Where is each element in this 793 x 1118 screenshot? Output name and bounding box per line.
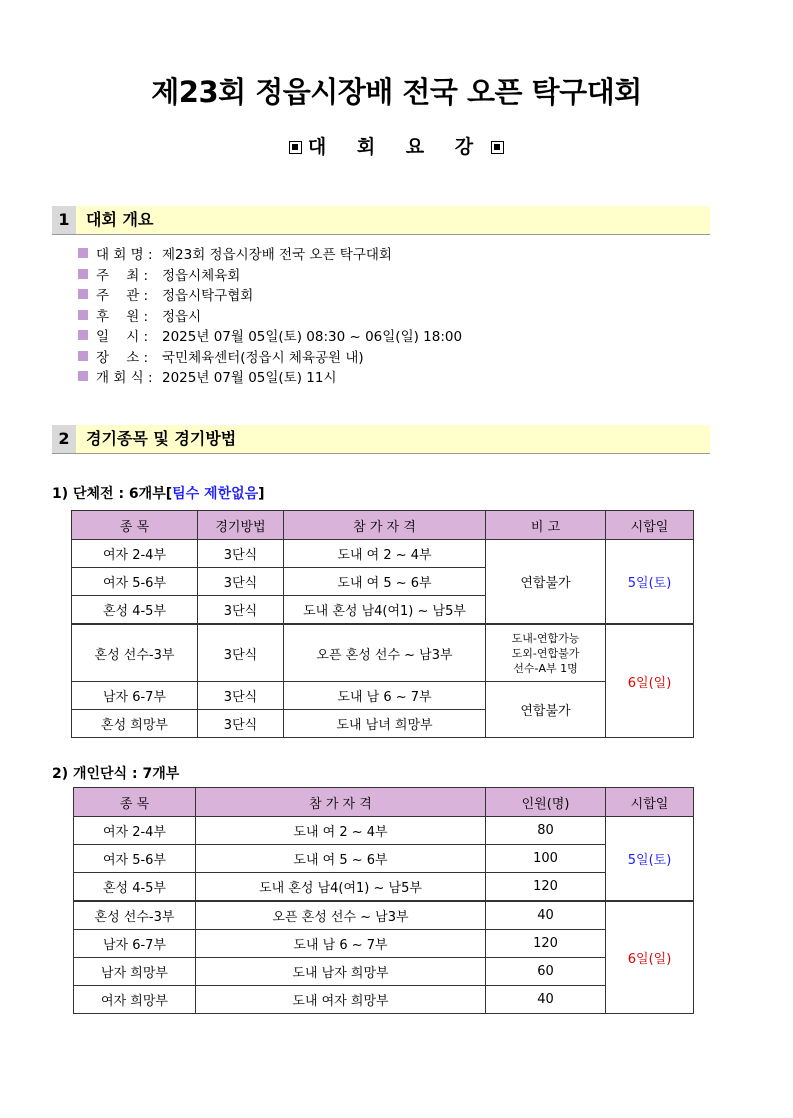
indiv-heading: 2) 개인단식 : 7개부 [52, 766, 180, 782]
page-title: 제23회 정읍시장배 전국 오픈 탁구대회 [151, 75, 642, 109]
table-row: 남자 6-7부 3단식 도내 남 6 ~ 7부 연합불가 [72, 682, 694, 710]
section-1-header [52, 206, 710, 235]
section-number: 2 [52, 425, 76, 453]
section-title: 대회 개요 [86, 210, 154, 229]
bullet-icon [78, 351, 88, 361]
overview-item: 주 관 : 정읍시탁구협회 [78, 284, 462, 305]
team-heading: 1) 단체전 : 6개부[팀수 제한없음] [52, 486, 265, 502]
table-row: 여자 2-4부 도내 여 2 ~ 4부 80 5일(토) [74, 817, 694, 845]
overview-item: 대 회 명 : 제23회 정읍시장배 전국 오픈 탁구대회 [78, 243, 462, 264]
team-table [71, 510, 694, 738]
overview-item: 개 회 식 : 2025년 07월 05일(토) 11시 [78, 366, 462, 387]
overview-item: 후 원 : 정읍시 [78, 305, 462, 326]
bullet-icon [78, 248, 88, 258]
overview-item: 장 소 : 국민체육센터(정읍시 체육공원 내) [78, 346, 462, 367]
table-row: 혼성 선수-3부 3단식 오픈 혼성 선수 ~ 남3부 도내-연합가능 도외-연합불가 선수-A부 1명 6일(일) [72, 624, 694, 682]
subtitle-text: 대 회 요 강 [307, 136, 486, 158]
overview-item: 일 시 : 2025년 07월 05일(토) 08:30 ~ 06일(일) 18:00 [78, 325, 462, 346]
bullet-icon [78, 330, 88, 340]
square-bullet-icon [289, 141, 302, 154]
table-row: 혼성 4-5부 도내 혼성 남4(여1) ~ 남5부 120 [74, 873, 694, 902]
table-row: 혼성 희망부 3단식 도내 남녀 희망부 [72, 710, 694, 738]
overview-item: 주 최 : 정읍시체육회 [78, 264, 462, 285]
table-row: 여자 5-6부 3단식 도내 여 5 ~ 6부 [72, 568, 694, 596]
bullet-icon [78, 269, 88, 279]
table-row: 남자 희망부 도내 남자 희망부 60 [74, 958, 694, 986]
table-header-row: 종 목 참 가 자 격 인원(명) 시합일 [74, 788, 694, 817]
section-2-header [52, 425, 710, 454]
bullet-icon [78, 371, 88, 381]
bullet-icon [78, 289, 88, 299]
indiv-table [73, 787, 694, 1014]
table-row: 여자 2-4부 3단식 도내 여 2 ~ 4부 연합불가 5일(토) [72, 540, 694, 568]
square-bullet-icon [491, 141, 504, 154]
subtitle [0, 132, 793, 159]
section-number: 1 [52, 206, 76, 234]
section-title: 경기종목 및 경기방법 [86, 429, 237, 448]
table-row: 혼성 4-5부 3단식 도내 혼성 남4(여1) ~ 남5부 [72, 596, 694, 625]
table-row: 여자 희망부 도내 여자 희망부 40 [74, 986, 694, 1014]
table-header-row: 종 목 경기방법 참 가 자 격 비 고 시합일 [72, 511, 694, 540]
bullet-icon [78, 310, 88, 320]
table-row: 여자 5-6부 도내 여 5 ~ 6부 100 [74, 845, 694, 873]
table-row: 혼성 선수-3부 오픈 혼성 선수 ~ 남3부 40 6일(일) [74, 901, 694, 930]
table-row: 남자 6-7부 도내 남 6 ~ 7부 120 [74, 930, 694, 958]
overview-list [78, 243, 462, 387]
team-note: 도내-연합가능 도외-연합불가 선수-A부 1명 [486, 624, 606, 682]
